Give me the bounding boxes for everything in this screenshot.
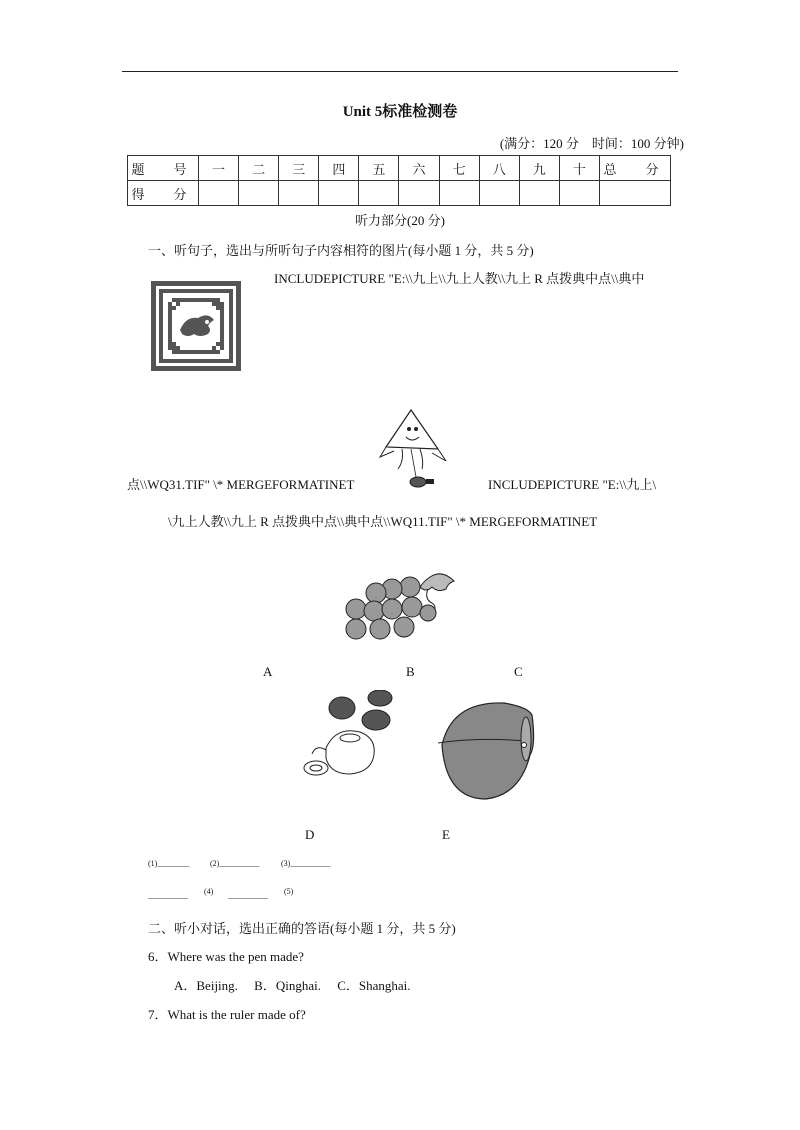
label-d: D	[305, 827, 315, 842]
section-heading: 听力部分(20 分)	[355, 213, 445, 228]
score-cell: 得 分	[128, 181, 199, 206]
score-blank[interactable]	[319, 181, 359, 206]
label-c: C	[514, 664, 523, 679]
score-blank[interactable]	[239, 181, 279, 206]
score-cell: 十	[559, 156, 599, 181]
answer-blank-5-number: (5)	[284, 887, 294, 896]
score-cell: 一	[199, 156, 239, 181]
score-cell: 题 号	[128, 156, 199, 181]
score-time-info: (满分：120 分 时间：100 分钟)	[499, 136, 684, 151]
score-blank[interactable]	[439, 181, 479, 206]
score-blank[interactable]	[559, 181, 599, 206]
score-cell: 九	[519, 156, 559, 181]
answer-blank-5-line[interactable]: __________	[228, 891, 268, 900]
question-6-options: A．Beijing. B．Qinghai. C．Shanghai.	[174, 978, 411, 993]
score-blank[interactable]	[399, 181, 439, 206]
score-table	[127, 155, 671, 206]
field-code-line-2b: INCLUDEPICTURE "E:\\九上\	[488, 477, 657, 492]
teapot-image	[300, 690, 406, 790]
part1-instruction: 一、听句子，选出与所听句子内容相符的图片(每小题 1 分，共 5 分)	[148, 243, 534, 258]
score-blank[interactable]	[600, 181, 671, 206]
score-cell: 六	[399, 156, 439, 181]
score-cell: 四	[319, 156, 359, 181]
page-title: Unit 5标准检测卷	[342, 104, 458, 120]
gourd-image	[432, 695, 544, 801]
answer-blank-1[interactable]: (1)________	[148, 859, 190, 868]
answer-blank-4-number: (4)	[204, 887, 214, 896]
score-cell: 七	[439, 156, 479, 181]
papercut-image	[150, 280, 242, 372]
score-cell: 总 分	[600, 156, 671, 181]
question-6: 6．Where was the pen made?	[148, 949, 304, 964]
kite-image	[376, 405, 458, 495]
score-cell: 五	[359, 156, 399, 181]
answer-blank-3[interactable]: (3)__________	[281, 859, 331, 868]
grapes-image	[340, 567, 460, 647]
part2-instruction: 二、听小对话，选出正确的答语(每小题 1 分，共 5 分)	[148, 921, 456, 936]
label-a: A	[263, 664, 273, 679]
answer-blank-2[interactable]: (2)__________	[210, 859, 260, 868]
field-code-line-1: INCLUDEPICTURE "E:\\九上\\九上人教\\九上 R 点拨典中点\\典中	[274, 271, 645, 286]
score-cell: 八	[479, 156, 519, 181]
score-table-header-row	[128, 156, 671, 181]
score-blank[interactable]	[479, 181, 519, 206]
label-b: B	[406, 664, 415, 679]
answer-blank-4-line[interactable]: __________	[148, 891, 188, 900]
field-code-line-2a: 点\\WQ31.TIF" \* MERGEFORMATINET	[127, 477, 355, 492]
score-blank[interactable]	[519, 181, 559, 206]
question-7: 7．What is the ruler made of?	[148, 1007, 306, 1022]
score-blank[interactable]	[359, 181, 399, 206]
field-code-line-3: \九上人教\\九上 R 点拨典中点\\典中点\\WQ11.TIF" \* MERGEFORMATINET	[168, 514, 598, 529]
score-cell: 三	[279, 156, 319, 181]
score-table-score-row	[128, 181, 671, 206]
top-rule	[122, 71, 678, 72]
score-cell: 二	[239, 156, 279, 181]
score-blank[interactable]	[199, 181, 239, 206]
score-blank[interactable]	[279, 181, 319, 206]
label-e: E	[442, 827, 450, 842]
